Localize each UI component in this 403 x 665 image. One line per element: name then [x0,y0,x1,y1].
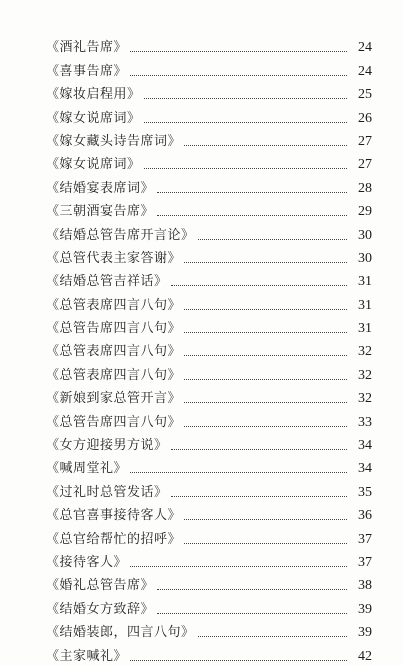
toc-entry [46,197,372,220]
toc-entry-page-number: 32 [358,344,372,360]
toc-entry-page-number: 35 [358,484,372,500]
toc-entry-page-number: 25 [358,87,372,103]
toc-entry-title: 《结婚装郎，四言八句》 [46,625,195,641]
table-of-contents [46,33,372,665]
toc-entry-page-number: 30 [358,227,372,243]
toc-entry-title: 《嫁妆启程用》 [46,87,141,103]
toc-entry [46,314,372,337]
toc-entry-title: 《新娘到家总管开言》 [46,391,182,407]
toc-entry [46,337,372,360]
toc-entry [46,360,372,383]
toc-entry [46,384,372,407]
toc-entry-page-number: 28 [358,180,372,196]
toc-entry-title: 《总管代表主家答谢》 [46,250,182,266]
toc-entry-title: 《结婚总管吉祥话》 [46,274,168,290]
toc-entry [46,33,372,56]
toc-entry [46,594,372,617]
dot-leader [130,472,347,473]
toc-entry-title: 《接待客人》 [46,554,128,570]
toc-entry-page-number: 32 [358,391,372,407]
toc-entry-title: 《嫁女说席词》 [46,157,141,173]
toc-entry-page-number: 39 [358,601,372,617]
toc-entry-page-number: 39 [358,625,372,641]
dot-leader [184,355,347,356]
toc-entry [46,641,372,664]
toc-entry [46,150,372,173]
toc-entry-title: 《总管告席四言八句》 [46,321,182,337]
dot-leader [157,192,347,193]
toc-entry-title: 《喊周堂礼》 [46,461,128,477]
toc-entry-page-number: 30 [358,250,372,266]
dot-leader [157,613,347,614]
toc-entry-page-number: 42 [358,648,372,664]
toc-entry-page-number: 27 [358,133,372,149]
toc-entry-title: 《总官喜事接待客人》 [46,508,182,524]
toc-entry-title: 《女方迎接男方说》 [46,438,168,454]
dot-leader [184,262,347,263]
toc-entry [46,56,372,79]
toc-entry-title: 《结婚总管告席开言论》 [46,227,195,243]
toc-entry [46,431,372,454]
toc-entry [46,548,372,571]
dot-leader [198,636,347,637]
dot-leader [130,75,347,76]
toc-entry [46,618,372,641]
toc-entry-title: 《总管表席四言八句》 [46,344,182,360]
toc-entry [46,127,372,150]
toc-entry-page-number: 34 [358,461,372,477]
dot-leader [184,519,347,520]
toc-entry [46,220,372,243]
dot-leader [144,98,347,99]
dot-leader [171,449,347,450]
toc-entry-page-number: 24 [358,40,372,56]
dot-leader [130,566,347,567]
toc-entry-title: 《嫁女藏头诗告席词》 [46,133,182,149]
toc-entry-title: 《主家喊礼》 [46,648,128,664]
toc-entry-title: 《酒礼告席》 [46,40,128,56]
toc-entry-title: 《嫁女说席词》 [46,110,141,126]
dot-leader [130,660,347,661]
toc-entry-page-number: 29 [358,204,372,220]
toc-entry-title: 《喜事告席》 [46,63,128,79]
dot-leader [198,239,347,240]
toc-entry [46,173,372,196]
toc-entry-page-number: 31 [358,297,372,313]
toc-entry [46,571,372,594]
dot-leader [184,543,347,544]
dot-leader [184,309,347,310]
toc-entry-title: 《过礼时总管发话》 [46,484,168,500]
dot-leader [171,285,347,286]
toc-entry-title: 《结婚宴表席词》 [46,180,155,196]
dot-leader [157,589,347,590]
toc-entry-title: 《结婚女方致辞》 [46,601,155,617]
toc-entry-page-number: 37 [358,554,372,570]
toc-entry-page-number: 32 [358,367,372,383]
toc-entry-title: 《总管表席四言八句》 [46,367,182,383]
toc-entry-page-number: 38 [358,578,372,594]
toc-entry-title: 《总管告席四言八句》 [46,414,182,430]
toc-entry-page-number: 31 [358,321,372,337]
toc-entry-page-number: 34 [358,438,372,454]
toc-entry-page-number: 24 [358,63,372,79]
toc-entry [46,454,372,477]
dot-leader [130,51,347,52]
toc-entry-page-number: 36 [358,508,372,524]
toc-entry-page-number: 27 [358,157,372,173]
toc-entry [46,501,372,524]
toc-entry-title: 《总管表席四言八句》 [46,297,182,313]
toc-entry [46,244,372,267]
dot-leader [184,145,347,146]
toc-entry-page-number: 33 [358,414,372,430]
dot-leader [157,215,347,216]
toc-entry-page-number: 26 [358,110,372,126]
dot-leader [171,496,347,497]
dot-leader [184,402,347,403]
toc-entry [46,103,372,126]
toc-entry [46,80,372,103]
dot-leader [144,122,347,123]
toc-entry [46,524,372,547]
toc-entry [46,477,372,500]
toc-entry-title: 《婚礼总管告席》 [46,578,155,594]
toc-entry-title: 《三朝酒宴告席》 [46,204,155,220]
dot-leader [184,379,347,380]
toc-entry-page-number: 31 [358,274,372,290]
toc-entry [46,290,372,313]
dot-leader [144,168,347,169]
toc-entry [46,267,372,290]
toc-entry-page-number: 37 [358,531,372,547]
toc-entry-title: 《总官给帮忙的招呼》 [46,531,182,547]
dot-leader [184,332,347,333]
toc-entry [46,407,372,430]
dot-leader [184,426,347,427]
